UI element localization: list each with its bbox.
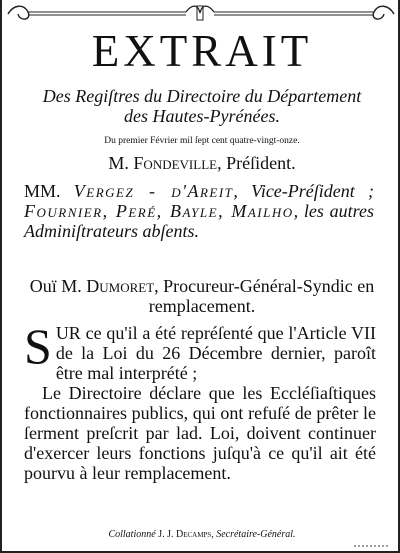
members-paragraph (24, 181, 374, 241)
corner-ornament-icon (352, 542, 392, 550)
president-line (2, 152, 400, 174)
procureur-line (2, 276, 400, 316)
subtitle-line-1: Des Regiſtres du Directoire du Département (42, 86, 362, 106)
document-subtitle (2, 86, 400, 126)
president-role: , Préſident. (217, 153, 296, 173)
vice-president-name: Vergez - d'Areit (73, 181, 234, 201)
procureur-role: , Procureur-Général-Syndic en remplacement. (148, 276, 375, 316)
ornament-border-icon (6, 2, 396, 24)
vice-president-role: , Vice-Préſident ; (233, 181, 375, 201)
members-prefix: MM. (24, 181, 61, 201)
procureur-name: Dumoret (86, 276, 155, 296)
signatory-role: , Secrétaire-Général. (211, 529, 296, 540)
collation-prefix: Collationné (108, 529, 156, 540)
drop-cap: S (24, 318, 52, 374)
decree-paragraph-1 (24, 318, 376, 383)
signatory-name: J. J. Decamps (158, 529, 212, 540)
procureur-prefix: Ouï M. (29, 276, 82, 296)
administrators-role: , les autres Adminiſtrateurs abſents. (24, 201, 374, 241)
document-title: EXTRAIT (91, 26, 313, 76)
decree-paragraph-2: Le Directoire déclare que les Eccléſiaſtiques fonctionnaires publics, qui ont refuſé de prêter le ſerment preſcrit par lad. Loi, doivent continuer d'exercer leurs fonctions juſqu'à ce qu'il ait été pourvu à leur remplacement. (24, 383, 376, 483)
document-date: Du premier Février mil ſept cent quatre-vingt-onze. (104, 136, 300, 146)
president-name: Fondeville (133, 153, 218, 173)
subtitle-line-2: des Hautes-Pyrénées. (124, 106, 280, 126)
decree-body (24, 318, 376, 483)
collation-line (2, 529, 400, 541)
administrators-names: Fournier, Peré, Bayle, Mailho (24, 201, 294, 221)
president-prefix: M. (108, 153, 129, 173)
decree-paragraph-1-text: UR ce qu'il a été repréſenté que l'Article VII de la Loi du 26 Décembre dernier, paroît être mal interprété ; (55, 323, 376, 383)
